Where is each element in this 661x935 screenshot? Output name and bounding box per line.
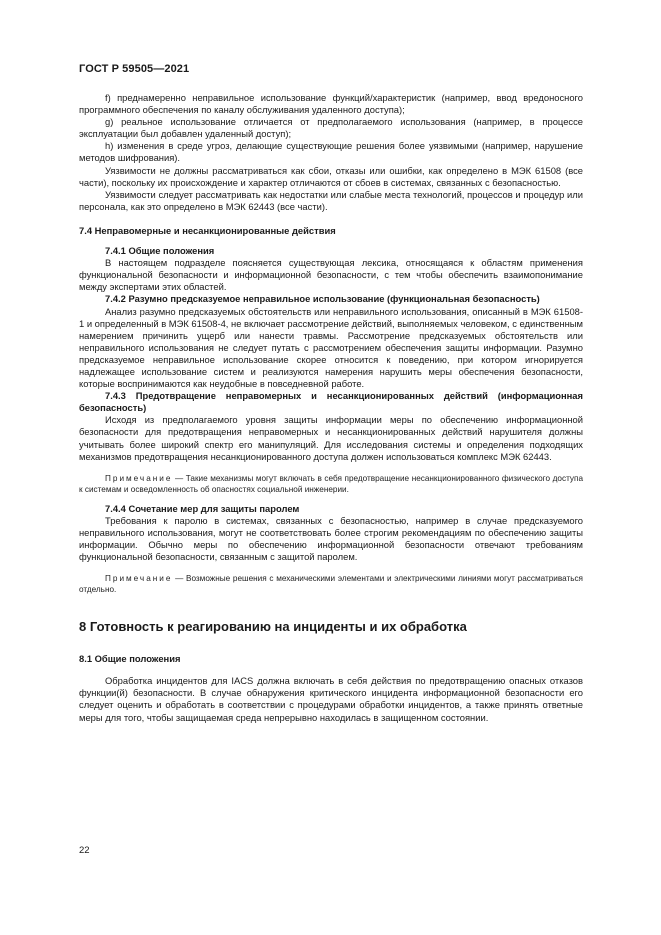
section-7-4-4-title: 7.4.4 Сочетание мер для защиты паролем xyxy=(105,502,300,514)
section-7-4-2-title: 7.4.2 Разумно предсказуемое неправильное использование (функциональная безопасность) xyxy=(105,293,540,305)
section-7-4-1-text: В настоящем подразделе поясняется существующая лексика, относящаяся к областям применения функциональной безопасности и информационной безопасности, с тем чтобы обеспечить взаимопонимание между экспертами этих областей. xyxy=(79,257,583,293)
note-1 xyxy=(79,473,583,495)
list-item-h: h) изменения в среде угроз, делающие существующие решения более уязвимыми (например, нарушение методов шифрования). xyxy=(79,140,583,164)
section-7-4-title: 7.4 Неправомерные и несанкционированные действия xyxy=(79,224,336,236)
page-content xyxy=(79,92,583,724)
section-8-title: 8 Готовность к реагированию на инциденты и их обработка xyxy=(79,619,467,635)
section-8-1-text: Обработка инцидентов для IACS должна включать в себя действия по предотвращению опасных отказов функции(й) безопасности. В случае обнаружения критического инцидента информационной безопасности его следует оценить и обработать в соответствии с процедурами обработки инцидентов, а также принять ответные меры для того, чтобы защищаемая среда непрерывно находилась в защищенном состоянии. xyxy=(79,675,583,723)
section-7-4-3-text: Исходя из предполагаемого уровня защиты информации меры по обеспечению информационной безопасности для предотвращения неправомерных и несанкционированных действий нарушителя должны учитывать более широкий спектр его манипуляций. Для исследования системы и определения подходящих механизмов предотвращения несанкционированного доступа должен использоваться комплекс МЭК 62443. xyxy=(79,414,583,462)
note-1-label: Примечание xyxy=(105,473,173,483)
section-7-4-1-title: 7.4.1 Общие положения xyxy=(105,245,215,257)
paragraph-vulnerabilities-2: Уязвимости следует рассматривать как недостатки или слабые места технологий, процессов и процедур или персонала, как это определено в МЭК 62443 (все части). xyxy=(79,188,583,212)
list-item-g: g) реальное использование отличается от предполагаемого использования (например, в процессе эксплуатации был добавлен удаленный доступ); xyxy=(79,116,583,140)
page-number: 22 xyxy=(79,845,90,856)
document-header: ГОСТ Р 59505—2021 xyxy=(79,63,190,75)
paragraph-vulnerabilities-1: Уязвимости не должны рассматриваться как сбои, отказы или ошибки, как определено в МЭК 61508 (все части), поскольку их происхождение и характер отличаются от сбоев в системах, связанных с безопасностью. xyxy=(79,164,583,188)
note-1-text: — Такие механизмы могут включать в себя предотвращение несанкционированного физического доступа к системам и осведомленность об опасностях социальной инженерии. xyxy=(79,473,583,494)
section-7-4-3-title: 7.4.3 Предотвращение неправомерных и несанкционированных действий (информационная безопасность) xyxy=(79,390,583,414)
list-item-f: f) преднамеренно неправильное использование функций/характеристик (например, ввод вредоносного программного обеспечения по каналу обслуживания удаленного доступа); xyxy=(79,92,583,116)
section-8-1-title: 8.1 Общие положения xyxy=(79,653,181,665)
note-2-label: Примечание xyxy=(105,574,173,584)
note-2-text: — Возможные решения с механическими элементами и электрическими линиями могут рассматриваться отдельно. xyxy=(79,574,583,595)
section-7-4-2-text: Анализ разумно предсказуемых обстоятельств или неправильного использования, описанный в МЭК 61508-1 и определенный в МЭК 61508-4, не включает рассмотрение действий, выполняемых человеком, с единственным намерением причинить ущерб или нанести травмы. Рассмотрение предсказуемых обстоятельств или неправильного использования не следует путать с рассмотрением обеспечения защиты информации. Разумно предсказуемое неправильное использование скорее относится к поведению, при котором игнорируется надлежащее использование систем и реализуются намерения нарушить меры обеспечения безопасности, которые воспринимаются как неудобные в повседневной работе. xyxy=(79,305,583,390)
note-2 xyxy=(79,573,583,595)
section-7-4-4-text: Требования к паролю в системах, связанных с безопасностью, например в случае предсказуемого неправильного использования, могут не соответствовать более строгим рекомендациям по обеспечению защиты информации. Обычно меры по обеспечению информационной безопасности отвечают требованиям функциональной безопасности, связанным с защитой паролем. xyxy=(79,514,583,563)
